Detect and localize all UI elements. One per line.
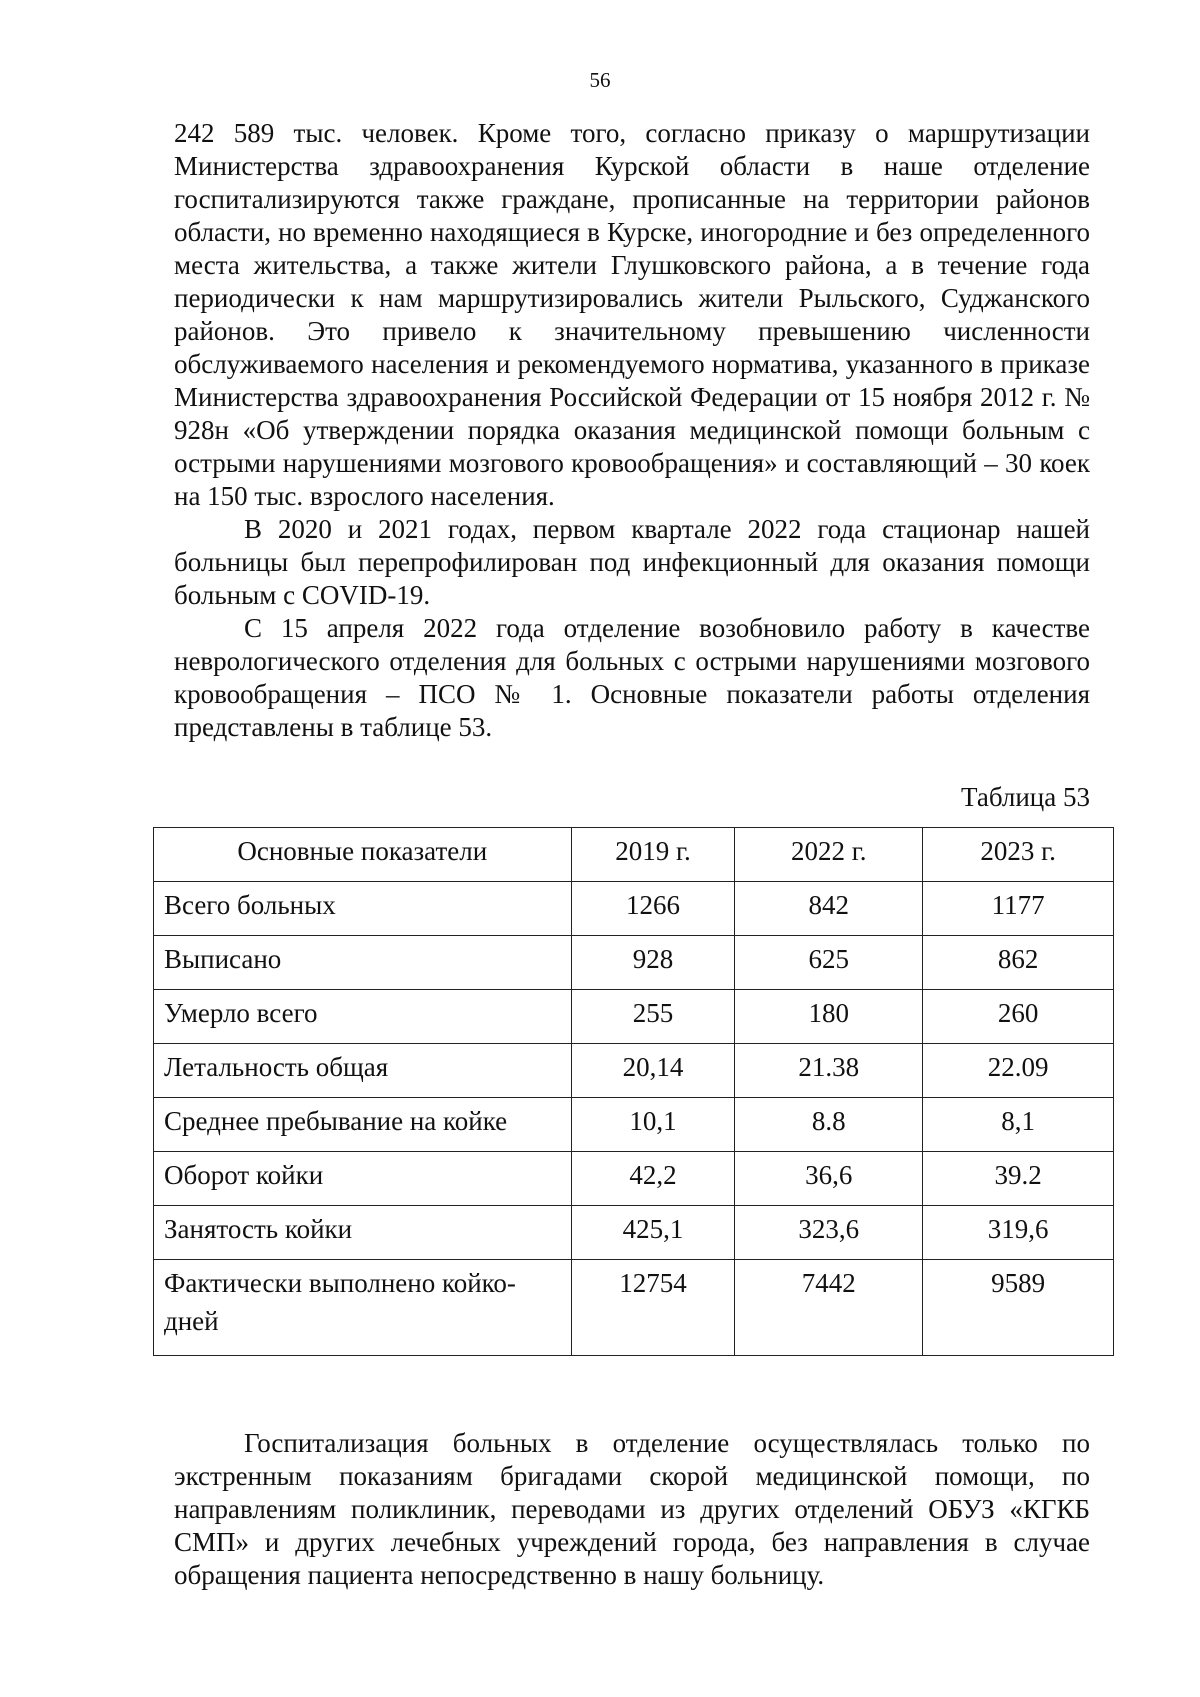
cell-2022: 36,6 bbox=[735, 1152, 923, 1206]
cell-2023: 8,1 bbox=[923, 1098, 1114, 1152]
row-label: Всего больных bbox=[154, 882, 572, 936]
header-year-2019: 2019 г. bbox=[571, 828, 735, 882]
cell-2023: 319,6 bbox=[923, 1206, 1114, 1260]
cell-2019: 10,1 bbox=[571, 1098, 735, 1152]
paragraph-2: В 2020 и 2021 годах, первом квартале 2022 года стационар нашей больницы был перепрофилирован под инфекционный для оказания помощи больным с COVID-19. bbox=[174, 514, 1090, 610]
cell-2022: 842 bbox=[735, 882, 923, 936]
row-label: Умерло всего bbox=[154, 990, 572, 1044]
cell-2019: 20,14 bbox=[571, 1044, 735, 1098]
table-row bbox=[154, 936, 1114, 990]
cell-2022: 21.38 bbox=[735, 1044, 923, 1098]
header-year-2023: 2023 г. bbox=[923, 828, 1114, 882]
table-row bbox=[154, 1260, 1114, 1356]
cell-2022: 323,6 bbox=[735, 1206, 923, 1260]
page-number: 56 bbox=[589, 68, 611, 92]
cell-2022: 8.8 bbox=[735, 1098, 923, 1152]
cell-2022: 180 bbox=[735, 990, 923, 1044]
cell-2023: 1177 bbox=[923, 882, 1114, 936]
table-row bbox=[154, 1098, 1114, 1152]
cell-2023: 260 bbox=[923, 990, 1114, 1044]
body-text-bottom bbox=[174, 1427, 1090, 1592]
paragraph-3: С 15 апреля 2022 года отделение возобновило работу в качестве неврологического отделения для больных с острыми нарушениями мозгового кровообращения – ПСО № 1. Основные показатели работы отделения представлены в таблице 53. bbox=[174, 613, 1090, 742]
cell-2019: 928 bbox=[571, 936, 735, 990]
cell-2022: 625 bbox=[735, 936, 923, 990]
table-row bbox=[154, 1206, 1114, 1260]
cell-2019: 425,1 bbox=[571, 1206, 735, 1260]
body-text-top bbox=[174, 117, 1090, 744]
cell-2023: 22.09 bbox=[923, 1044, 1114, 1098]
cell-2019: 255 bbox=[571, 990, 735, 1044]
row-label: Фактически выполнено койко-дней bbox=[154, 1260, 572, 1356]
cell-2022: 7442 bbox=[735, 1260, 923, 1356]
table-row bbox=[154, 1044, 1114, 1098]
row-label: Выписано bbox=[154, 936, 572, 990]
table-header-row bbox=[154, 828, 1114, 882]
row-label: Оборот койки bbox=[154, 1152, 572, 1206]
paragraph-1: 242 589 тыс. человек. Кроме того, согласно приказу о маршрутизации Министерства здравоохранения Курской области в наше отделение госпитализируются также граждане, прописанные на территории районов области, но временно находящиеся в Курске, иногородние и без определенного места жительства, а также жители Глушковского района, а в течение года периодически к нам маршрутизировались жители Рыльского, Суджанского районов. Это привело к значительному превышению численности обслуживаемого населения и рекомендуемого норматива, указанного в приказе Министерства здравоохранения Российской Федерации от 15 ноября 2012 г. № 928н «Об утверждении порядка оказания медицинской помощи больным с острыми нарушениями мозгового кровообращения» и составляющий – 30 коек на 150 тыс. взрослого населения. bbox=[174, 118, 1090, 511]
table-row bbox=[154, 1152, 1114, 1206]
cell-2019: 42,2 bbox=[571, 1152, 735, 1206]
paragraph-4: Госпитализация больных в отделение осуществлялась только по экстренным показаниям бригадами скорой медицинской помощи, по направлениям поликлиник, переводами из других отделений ОБУЗ «КГКБ СМП» и других лечебных учреждений города, без направления в случае обращения пациента непосредственно в нашу больницу. bbox=[174, 1428, 1090, 1590]
row-label: Занятость койки bbox=[154, 1206, 572, 1260]
cell-2019: 12754 bbox=[571, 1260, 735, 1356]
row-label: Летальность общая bbox=[154, 1044, 572, 1098]
row-label: Среднее пребывание на койке bbox=[154, 1098, 572, 1152]
header-indicators: Основные показатели bbox=[154, 828, 572, 882]
cell-2023: 862 bbox=[923, 936, 1114, 990]
table-row bbox=[154, 882, 1114, 936]
table-row bbox=[154, 990, 1114, 1044]
cell-2019: 1266 bbox=[571, 882, 735, 936]
cell-2023: 39.2 bbox=[923, 1152, 1114, 1206]
table-caption: Таблица 53 bbox=[961, 782, 1090, 812]
cell-2023: 9589 bbox=[923, 1260, 1114, 1356]
indicators-table bbox=[153, 827, 1114, 1356]
header-year-2022: 2022 г. bbox=[735, 828, 923, 882]
